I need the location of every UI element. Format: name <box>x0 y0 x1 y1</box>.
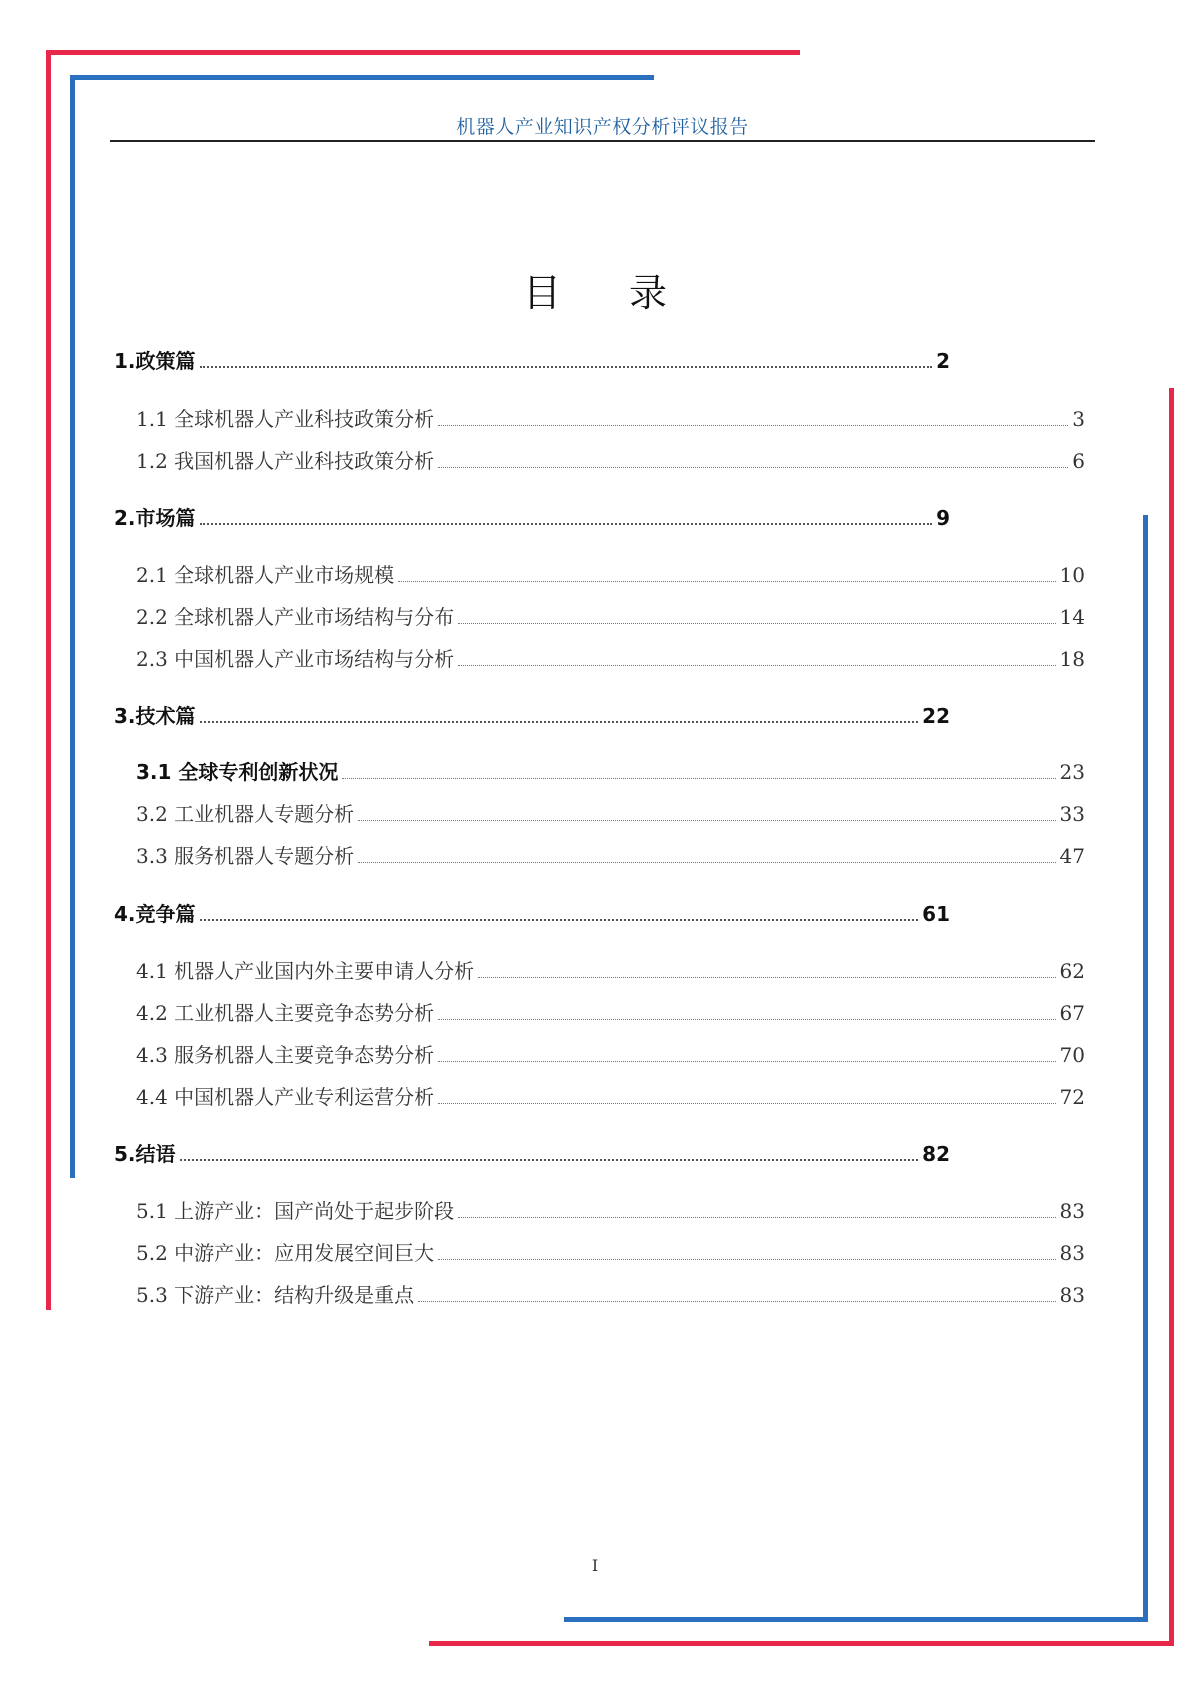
frame-bottom-red <box>429 1641 1174 1646</box>
page-number: I <box>591 1556 599 1575</box>
toc-section-2[interactable] <box>114 502 950 531</box>
toc-page: 6 <box>1072 449 1085 473</box>
toc-item-4-3[interactable] <box>136 1039 1085 1068</box>
leader-dots <box>438 1102 1055 1104</box>
frame-top-red <box>46 50 800 55</box>
toc-label: 2.1 全球机器人产业市场规模 <box>136 563 395 587</box>
toc-item-1-2[interactable] <box>136 445 1085 474</box>
toc-page: 72 <box>1059 1085 1085 1109</box>
leader-dots <box>438 466 1068 468</box>
toc-section-5[interactable] <box>114 1138 950 1167</box>
toc-label: 1.1 全球机器人产业科技政策分析 <box>136 407 435 431</box>
toc-item-4-1[interactable] <box>136 955 1085 984</box>
frame-right-blue <box>1143 515 1148 1622</box>
toc-page: 18 <box>1059 647 1085 671</box>
toc-label: 4.1 机器人产业国内外主要申请人分析 <box>136 959 475 983</box>
frame-left-blue <box>70 75 75 1178</box>
leader-dots <box>458 622 1055 624</box>
toc-label: 5.2 中游产业：应用发展空间巨大 <box>136 1241 435 1265</box>
frame-bottom-blue <box>564 1617 1148 1622</box>
frame-right-red <box>1169 388 1174 1646</box>
toc-page: 61 <box>922 902 950 926</box>
toc-label: 5.结语 <box>114 1142 176 1166</box>
leader-dots <box>200 365 933 368</box>
header-rule <box>110 140 1095 142</box>
toc-page: 2 <box>936 349 950 373</box>
toc-item-3-3[interactable] <box>136 840 1085 869</box>
leader-dots <box>358 861 1055 863</box>
leader-dots <box>200 522 933 525</box>
toc-page: 22 <box>922 704 950 728</box>
toc-item-1-1[interactable] <box>136 403 1085 432</box>
leader-dots <box>180 1158 919 1161</box>
toc-item-5-1[interactable] <box>136 1195 1085 1224</box>
toc-page: 14 <box>1059 605 1085 629</box>
toc-label: 2.3 中国机器人产业市场结构与分析 <box>136 647 455 671</box>
leader-dots <box>438 424 1068 426</box>
toc-title: 目 录 <box>522 271 696 315</box>
frame-left-red <box>46 50 51 1310</box>
leader-dots <box>418 1300 1055 1302</box>
toc-label: 1.2 我国机器人产业科技政策分析 <box>136 449 435 473</box>
leader-dots <box>438 1258 1055 1260</box>
leader-dots <box>438 1018 1055 1020</box>
toc-page: 83 <box>1059 1283 1085 1307</box>
toc-item-2-3[interactable] <box>136 643 1085 672</box>
frame-top-blue <box>70 75 654 80</box>
toc-page: 33 <box>1059 802 1085 826</box>
toc-label: 3.技术篇 <box>114 704 196 728</box>
toc-label: 2.市场篇 <box>114 506 196 530</box>
leader-dots <box>478 976 1055 978</box>
leader-dots <box>438 1060 1055 1062</box>
toc-label: 4.3 服务机器人主要竞争态势分析 <box>136 1043 435 1067</box>
toc-item-5-2[interactable] <box>136 1237 1085 1266</box>
toc-label: 5.1 上游产业：国产尚处于起步阶段 <box>136 1199 455 1223</box>
toc-page: 47 <box>1059 844 1085 868</box>
leader-dots <box>200 918 919 921</box>
toc-page: 82 <box>922 1142 950 1166</box>
toc-section-3[interactable] <box>114 700 950 729</box>
toc-page: 3 <box>1072 407 1085 431</box>
toc-label: 5.3 下游产业：结构升级是重点 <box>136 1283 415 1307</box>
toc-section-1[interactable] <box>114 345 950 374</box>
toc-page: 10 <box>1059 563 1085 587</box>
toc-item-4-4[interactable] <box>136 1081 1085 1110</box>
leader-dots <box>458 1216 1055 1218</box>
toc-item-5-3[interactable] <box>136 1279 1085 1308</box>
toc-item-3-2[interactable] <box>136 798 1085 827</box>
toc-page: 70 <box>1059 1043 1085 1067</box>
leader-dots <box>458 664 1055 666</box>
leader-dots <box>398 580 1055 582</box>
toc-item-3-1[interactable] <box>136 756 1085 785</box>
leader-dots <box>200 720 919 723</box>
toc-item-4-2[interactable] <box>136 997 1085 1026</box>
toc-item-2-2[interactable] <box>136 601 1085 630</box>
toc-label: 4.2 工业机器人主要竞争态势分析 <box>136 1001 435 1025</box>
toc-label: 1.政策篇 <box>114 349 196 373</box>
toc-section-4[interactable] <box>114 898 950 927</box>
toc-item-2-1[interactable] <box>136 559 1085 588</box>
toc-label: 2.2 全球机器人产业市场结构与分布 <box>136 605 455 629</box>
toc-label: 3.3 服务机器人专题分析 <box>136 844 355 868</box>
toc-page: 23 <box>1059 760 1085 784</box>
toc-label: 4.4 中国机器人产业专利运营分析 <box>136 1085 435 1109</box>
leader-dots <box>358 819 1055 821</box>
running-header: 机器人产业知识产权分析评议报告 <box>456 116 749 138</box>
toc-label: 4.竞争篇 <box>114 902 196 926</box>
toc-page: 83 <box>1059 1199 1085 1223</box>
toc-label: 3.1 全球专利创新状况 <box>136 760 339 784</box>
toc-page: 67 <box>1059 1001 1085 1025</box>
toc-label: 3.2 工业机器人专题分析 <box>136 802 355 826</box>
toc-page: 62 <box>1059 959 1085 983</box>
toc-page: 9 <box>936 506 950 530</box>
toc-page: 83 <box>1059 1241 1085 1265</box>
leader-dots <box>342 777 1055 779</box>
